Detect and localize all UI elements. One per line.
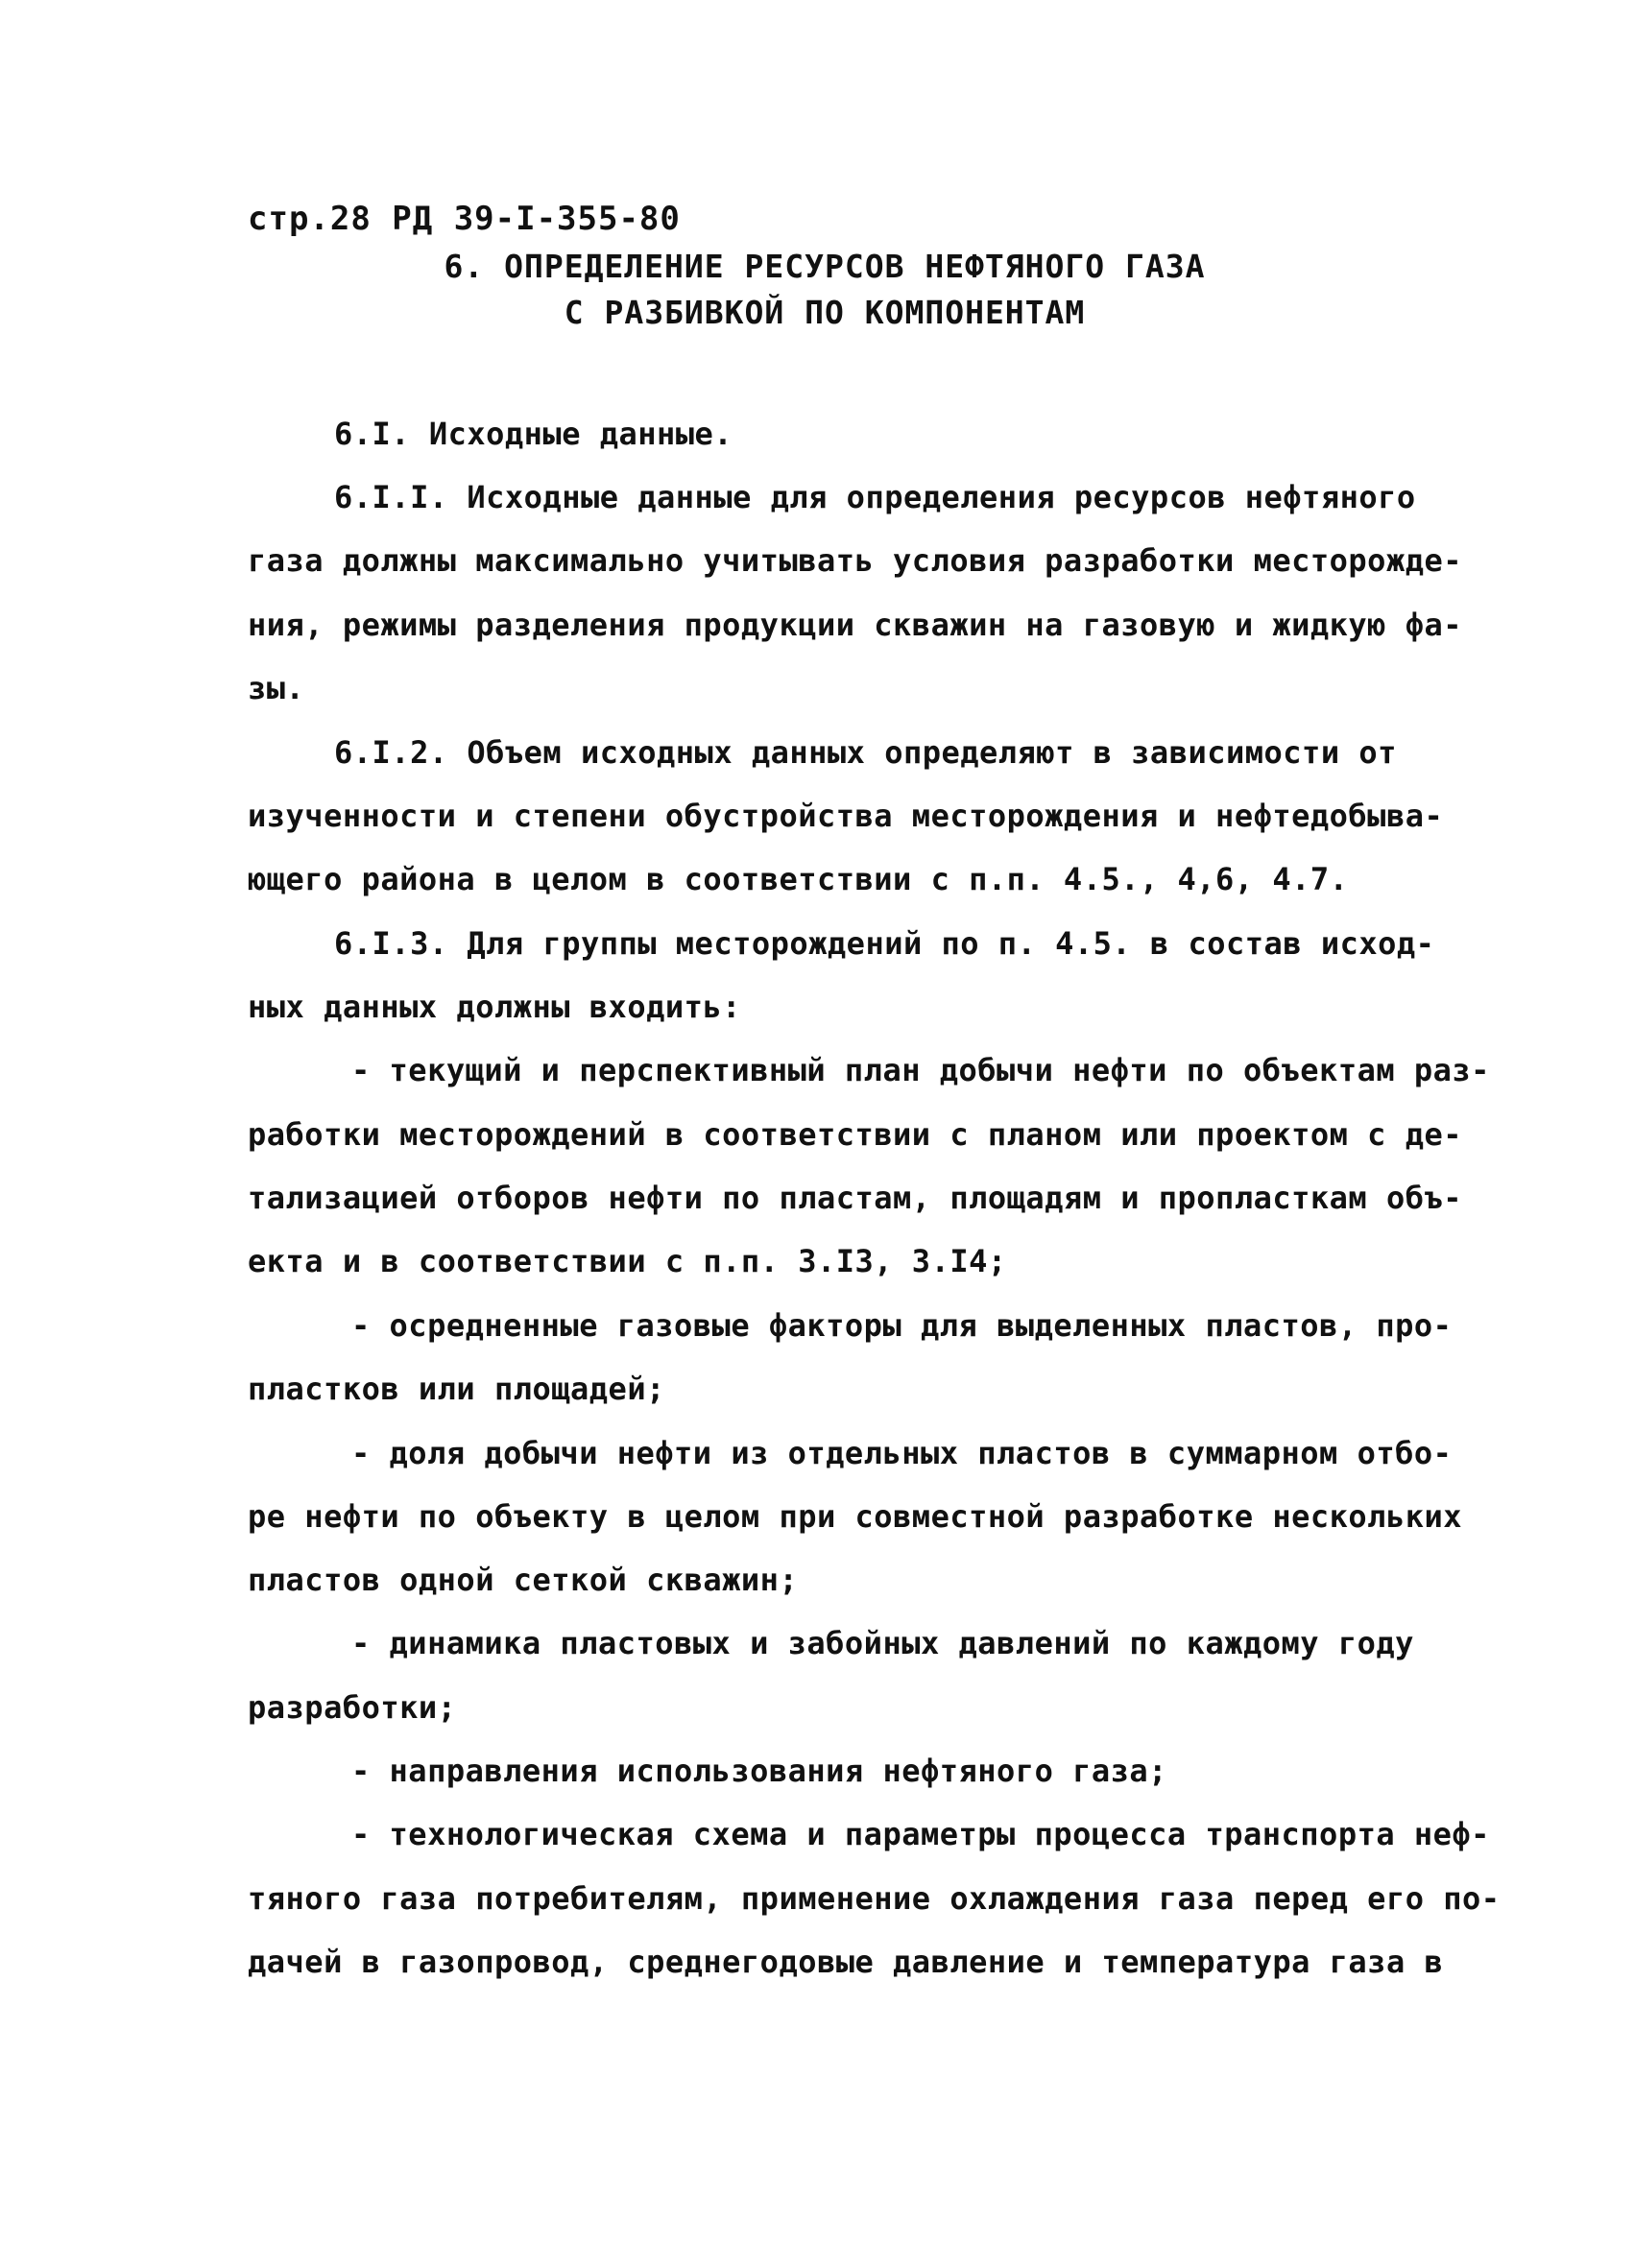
list-item-line: - направления использования нефтяного газа;	[351, 1753, 1167, 1789]
paragraph-line: ния, режимы разделения продукции скважин на газовую и жидкую фа-	[248, 607, 1462, 643]
list-item-line: - осредненные газовые факторы для выделенных пластов, про-	[351, 1307, 1453, 1344]
paragraph-line: ных данных должны входить:	[248, 989, 741, 1025]
list-item-line: тяного газа потребителям, применение охлаждения газа перед его по-	[248, 1880, 1501, 1917]
paragraph-line: зы.	[248, 670, 305, 706]
section-subtitle: С РАЗБИВКОЙ ПО КОМПОНЕНТАМ	[564, 294, 1086, 331]
list-item-line: тализацией отборов нефти по пластам, площадям и пропласткам объ-	[248, 1180, 1462, 1216]
list-item-line: пластов одной сеткой скважин;	[248, 1562, 799, 1598]
paragraph-line: 6.I.2. Объем исходных данных определяют в зависимости от	[334, 734, 1397, 771]
section-title: 6. ОПРЕДЕЛЕНИЕ РЕСУРСОВ НЕФТЯНОГО ГАЗА	[444, 248, 1206, 285]
list-item-line: екта и в соответствии с п.п. 3.I3, 3.I4;	[248, 1243, 1007, 1279]
paragraph-line: 6.I.3. Для группы месторождений по п. 4.5. в состав исход-	[334, 925, 1435, 962]
paragraph-line: ющего района в целом в соответствии с п.п. 4.5., 4,6, 4.7.	[248, 861, 1349, 897]
list-item-line: ре нефти по объекту в целом при совместной разработке нескольких	[248, 1498, 1462, 1535]
list-item-line: пластков или площадей;	[248, 1371, 665, 1407]
paragraph-line: 6.I.I. Исходные данные для определения ресурсов нефтяного	[334, 479, 1416, 515]
list-item-line: - технологическая схема и параметры процесса транспорта неф-	[351, 1816, 1490, 1852]
list-item-line: - текущий и перспективный план добычи нефти по объектам раз-	[351, 1052, 1490, 1088]
list-item-line: - динамика пластовых и забойных давлений по каждому году	[351, 1625, 1414, 1661]
paragraph-line: изученности и степени обустройства месторождения и нефтедобыва-	[248, 798, 1444, 834]
list-item-line: дачей в газопровод, среднегодовые давление и температура газа в	[248, 1944, 1444, 1980]
subsection-heading: 6.I. Исходные данные.	[334, 416, 733, 452]
list-item-line: - доля добычи нефти из отдельных пластов в суммарном отбо-	[351, 1435, 1453, 1471]
paragraph-line: газа должны максимально учитывать условия разработки месторожде-	[248, 542, 1462, 579]
page-reference: стр.28 РД 39-I-355-80	[248, 200, 681, 238]
list-item-line: разработки;	[248, 1689, 457, 1726]
list-item-line: работки месторождений в соответствии с планом или проектом с де-	[248, 1116, 1462, 1153]
